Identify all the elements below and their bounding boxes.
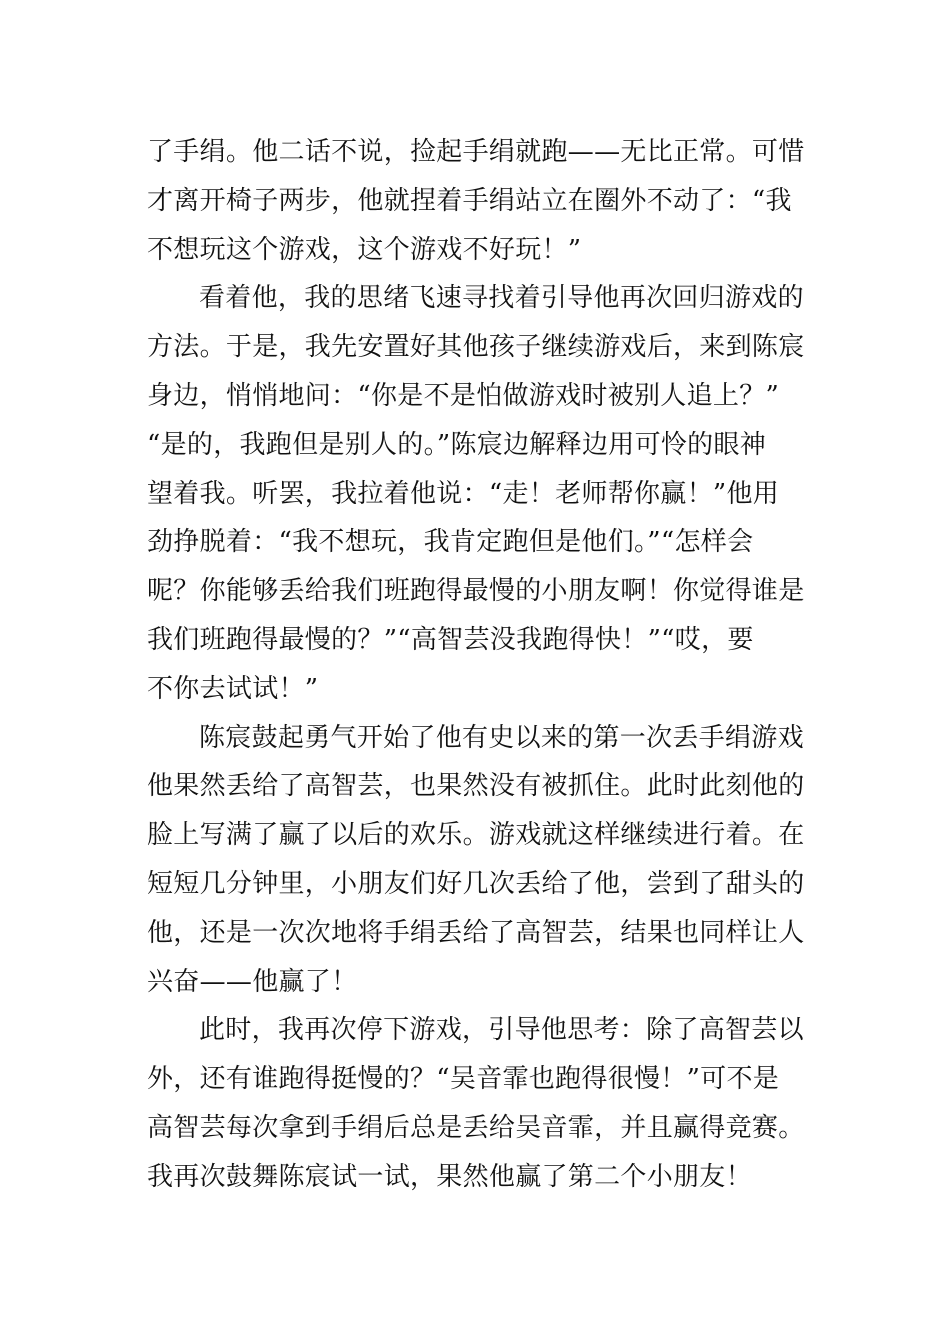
text-line: 短短几分钟里，小朋友们好几次丢给了他，尝到了甜头的 — [147, 868, 805, 899]
text-line: 才离开椅子两步，他就捏着手绢站立在圈外不动了：“我 — [147, 185, 792, 216]
text-line: 呢？你能够丢给我们班跑得最慢的小朋友啊！你觉得谁是 — [147, 576, 805, 607]
text-line: 外，还有谁跑得挺慢的？“吴音霏也跑得很慢！”可不是 — [147, 1064, 780, 1095]
text-line: 了手绢。他二话不说，捡起手绢就跑——无比正常。可惜 — [147, 137, 805, 167]
text-line: 兴奋——他赢了！ — [147, 966, 358, 997]
paragraph-first-line: 陈宸鼓起勇气开始了他有史以来的第一次丢手绢游戏 — [199, 722, 804, 753]
body-text — [147, 128, 817, 1202]
text-line: 望着我。听罢，我拉着他说：“走！老师帮你赢！”他用 — [147, 478, 780, 509]
paragraph-first-line: 此时，我再次停下游戏，引导他思考：除了高智芸以 — [199, 1015, 804, 1046]
text-line: 不你去试试！” — [147, 673, 319, 704]
text-line: 方法。于是，我先安置好其他孩子继续游戏后，来到陈宸 — [147, 332, 805, 363]
text-line: “是的，我跑但是别人的。”陈宸边解释边用可怜的眼神 — [147, 429, 767, 460]
text-line: 他果然丢给了高智芸，也果然没有被抓住。此时此刻他的 — [147, 771, 805, 802]
text-line: 高智芸每次拿到手绢后总是丢给吴音霏，并且赢得竞赛。 — [147, 1112, 805, 1143]
text-line: 我们班跑得最慢的？”“高智芸没我跑得快！”“哎，要 — [147, 624, 754, 655]
text-line: 劲挣脱着：“我不想玩，我肯定跑但是他们。”“怎样会 — [147, 527, 754, 558]
text-line: 身边，悄悄地问：“你是不是怕做游戏时被别人追上？” — [147, 380, 780, 411]
text-line: 脸上写满了赢了以后的欢乐。游戏就这样继续进行着。在 — [147, 820, 805, 851]
text-line: 不想玩这个游戏，这个游戏不好玩！” — [147, 234, 582, 265]
paragraph-first-line: 看着他，我的思绪飞速寻找着引导他再次回归游戏的 — [199, 283, 804, 314]
text-line: 我再次鼓舞陈宸试一试，果然他赢了第二个小朋友！ — [147, 1161, 752, 1192]
text-line: 他，还是一次次地将手绢丢给了高智芸，结果也同样让人 — [147, 917, 805, 948]
